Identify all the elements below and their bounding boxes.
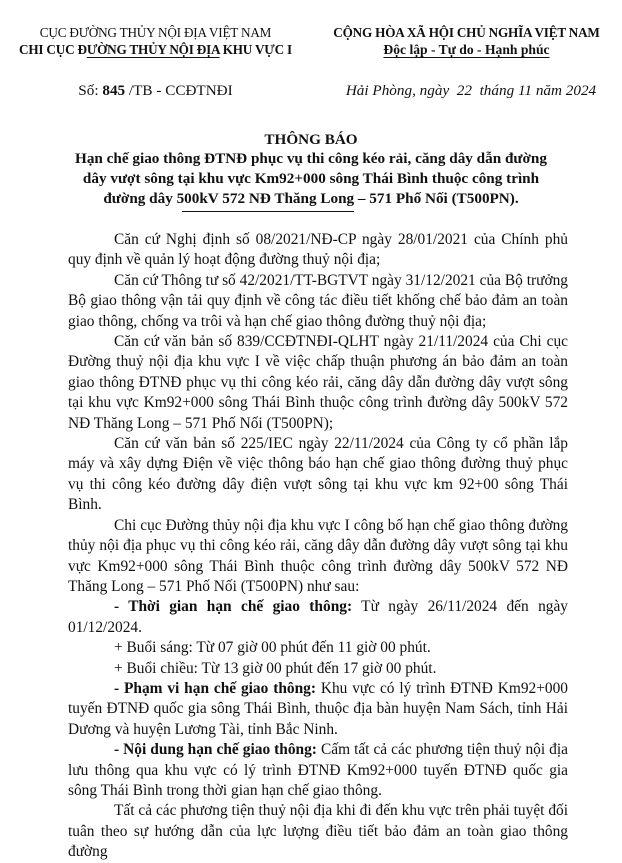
legal-basis-paragraph: Căn cứ Thông tư số 42/2021/TT-BGTVT ngày 31/12/2021 của Bộ trưởng Bộ giao thông vận tải quy định về công tác điều tiết khống chế bảo đảm an toàn giao thông, chống va trôi và hạn chế giao thông đường thuỷ nội địa; bbox=[68, 271, 568, 330]
restriction-time-morning: + Buổi sáng: Từ 07 giờ 00 phút đến 11 giờ 00 phút. bbox=[114, 639, 431, 657]
document-number: Số: 845 /TB - CCĐTNĐI bbox=[78, 82, 233, 99]
dateline: Hải Phòng, ngày 22 tháng 11 năm 2024 bbox=[345, 82, 597, 99]
legal-basis-paragraph: Căn cứ văn bản số 839/CCĐTNĐI-QLHT ngày 21/11/2024 của Chi cục Đường thuỷ nội địa khu vực I về việc chấp thuận phương án bảo đảm an toàn giao thông ĐTNĐ phục vụ thi công kéo rải, căng dây dẫn đường dây vượt sông tại khu vực Km92+000 sông Thái Bình thuộc công trình đường dây 500kV 572 NĐ Thăng Long – 571 Phố Nối (T500PN); bbox=[68, 333, 568, 432]
legal-basis-paragraph: Căn cứ văn bản số 225/IEC ngày 22/11/2024 của Công ty cổ phần lắp máy và xây dựng Điện về việc thông báo hạn chế giao thông đường thuỷ phục vụ thi công kéo đường dây điện vượt sông tại khu vực km 92+00 sông Thái Bình. bbox=[68, 435, 568, 514]
title-divider bbox=[182, 211, 354, 212]
legal-basis-paragraph: Căn cứ Nghị định số 08/2021/NĐ-CP ngày 28/01/2021 của Chính phủ quy định về quản lý hoạt động đường thuỷ nội địa; bbox=[68, 231, 568, 269]
parent-agency: CỤC ĐƯỜNG THỦY NỘI ĐỊA VIỆT NAM bbox=[39, 25, 272, 40]
subtitle-line: đường dây 500kV 572 NĐ Thăng Long – 571 Phố Nối (T500PN). bbox=[103, 190, 519, 207]
nation-name: CỘNG HÒA XÃ HỘI CHỦ NGHĨA VIỆT NAM bbox=[333, 25, 600, 40]
agency-name: CHI CỤC ĐƯỜNG THỦY NỘI ĐỊA KHU VỰC I bbox=[19, 42, 292, 57]
document-title: THÔNG BÁO bbox=[264, 131, 358, 148]
closing-paragraph: Tất cả các phương tiện thuỷ nội địa khi đi đến khu vực trên phải tuyệt đối tuân theo sự hướng dẫn của lực lượng điều tiết bảo đảm an toàn giao thông đường bbox=[68, 802, 568, 861]
announcement-paragraph: Chi cục Đường thủy nội địa khu vực I công bố hạn chế giao thông đường thủy nội địa phục vụ thi công kéo rải, căng dây dẫn đường dây vượt sông tại khu vực Km92+000 sông Thái Bình thuộc công trình đường dây 500kV 572 NĐ Thăng Long – 571 Phố Nối (T500PN) như sau: bbox=[68, 516, 568, 595]
national-header bbox=[311, 24, 622, 58]
restriction-time: - Thời gian hạn chế giao thông: Từ ngày 26/11/2024 đến ngày 01/12/2024. bbox=[68, 598, 568, 636]
restriction-time-afternoon: + Buổi chiều: Từ 13 giờ 00 phút đến 17 giờ 00 phút. bbox=[114, 659, 437, 677]
issuing-agency-header bbox=[0, 24, 311, 58]
subtitle-line: Hạn chế giao thông ĐTNĐ phục vụ thi công kéo rải, căng dây dẫn đường bbox=[75, 150, 547, 167]
restriction-scope: - Phạm vi hạn chế giao thông: Khu vực có lý trình ĐTNĐ Km92+000 tuyến ĐTNĐ quốc gia sông Thái Bình, thuộc địa bàn huyện Nam Sách, tỉnh Hải Dương và huyện Lương Tài, tỉnh Bắc Ninh. bbox=[68, 679, 568, 738]
document-body bbox=[68, 230, 568, 863]
document-title-block bbox=[0, 130, 622, 209]
subtitle-line: dây vượt sông tại khu vực Km92+000 sông Thái Bình thuộc công trình bbox=[82, 170, 540, 187]
restriction-content: - Nội dung hạn chế giao thông: Cấm tất cả các phương tiện thuỷ nội địa lưu thông qua khu vực có lý trình ĐTNĐ Km92+000 tuyến ĐTNĐ quốc gia sông Thái Bình trong thời gian hạn chế giao thông. bbox=[68, 741, 568, 799]
national-motto: Độc lập - Tự do - Hạnh phúc bbox=[383, 42, 550, 57]
